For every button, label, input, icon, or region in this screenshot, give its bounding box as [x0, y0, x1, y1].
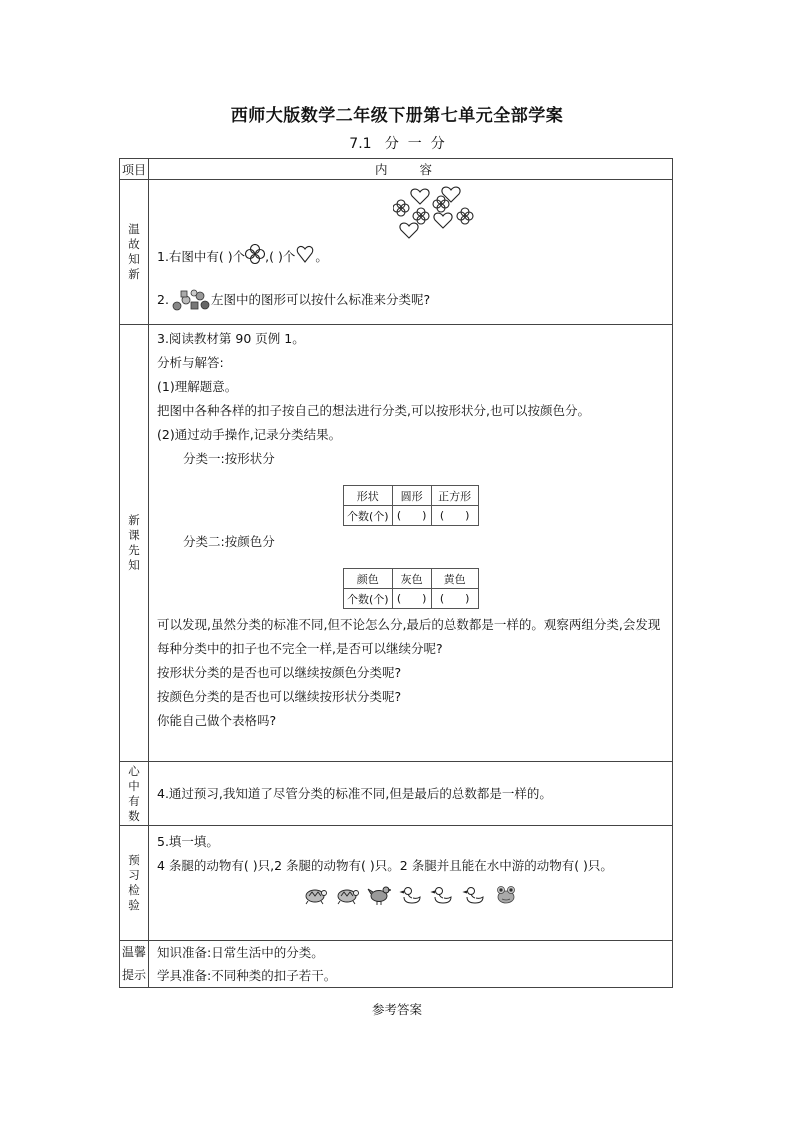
header-item: 项目 [120, 159, 149, 180]
turtle-icon [335, 884, 359, 906]
text-line: 分析与解答: [157, 355, 224, 370]
text-line: 4.通过预习,我知道了尽管分类的标准不同,但是最后的总数都是一样的。 [157, 785, 552, 801]
table-cell: ( ) [431, 589, 478, 609]
duck-icon [430, 884, 454, 906]
section-tips [120, 941, 673, 988]
text-line: 4 条腿的动物有( )只,2 条腿的动物有( )只。2 条腿并且能在水中游的动物有( )只。 [157, 858, 613, 873]
clover-icon [245, 244, 265, 264]
section-mind [120, 762, 673, 826]
text-line: 5.填一填。 [157, 834, 219, 849]
section-label-preview: 预习检验 [120, 826, 149, 941]
table-cell: 正方形 [431, 486, 478, 506]
text-line: 你能自己做个表格吗? [157, 713, 277, 728]
text-line: (2)通过动手操作,记录分类结果。 [157, 427, 342, 442]
buttons-pile-icon [169, 288, 211, 312]
table-header-row [120, 159, 673, 180]
heart-icon [295, 244, 315, 264]
table-cell: 颜色 [344, 569, 393, 589]
table-cell: 个数(个) [344, 506, 393, 526]
table-cell: 圆形 [392, 486, 431, 506]
color-count-table [343, 568, 479, 609]
text-line: 学具准备:不同种类的扣子若干。 [157, 968, 337, 983]
text-line: 按形状分类的是否也可以继续按颜色分类呢? [157, 665, 402, 680]
text-line: 按颜色分类的是否也可以继续按形状分类呢? [157, 689, 402, 704]
table-cell: 形状 [344, 486, 393, 506]
section-label-mind: 心中有数 [120, 762, 149, 826]
duck-icon [399, 884, 423, 906]
tips-content [149, 941, 673, 988]
shape-cluster-icon [393, 182, 483, 244]
text-line: 把图中各种各样的扣子按自己的想法进行分类,可以按形状分,也可以按颜色分。 [157, 403, 590, 418]
table-cell: 个数(个) [344, 589, 393, 609]
classification-1-title: 分类一:按形状分 [183, 451, 275, 466]
preview-content [149, 826, 673, 941]
mind-content [149, 762, 673, 826]
text-line: 3.阅读教材第 90 页例 1。 [157, 331, 305, 346]
table-cell: 黄色 [431, 569, 478, 589]
review-content [149, 180, 673, 325]
section-label-review: 温故知新 [120, 180, 149, 325]
new-lesson-content [149, 325, 673, 762]
turtle-icon [303, 884, 327, 906]
text-line: 知识准备:日常生活中的分类。 [157, 945, 324, 960]
text-line: 可以发现,虽然分类的标准不同,但不论怎么分,最后的总数都是一样的。观察两组分类,会发现每种分类中的扣子也不完全一样,是否可以继续分呢? [157, 617, 661, 656]
lesson-table [119, 158, 673, 988]
reference-answers-link[interactable]: 参考答案 [371, 1002, 422, 1017]
table-cell: ( ) [392, 589, 431, 609]
duck-icon [462, 884, 486, 906]
classification-2-title: 分类二:按颜色分 [183, 534, 275, 549]
document-title: 西师大版数学二年级下册第七单元全部学案 [230, 106, 564, 126]
table-cell: ( ) [392, 506, 431, 526]
review-question-1: 1.右图中有( )个 ,( )个 。 [157, 244, 328, 269]
lesson-subtitle: 7.1 分 一 分 [349, 136, 445, 152]
header-content: 内 容 [149, 159, 673, 180]
frog-icon [494, 884, 518, 906]
section-label-tips: 温馨 提示 [120, 941, 149, 988]
table-cell: 灰色 [392, 569, 431, 589]
hen-icon [367, 884, 391, 906]
section-label-new-lesson: 新课先知 [120, 325, 149, 762]
text-line: (1)理解题意。 [157, 379, 238, 394]
section-preview [120, 826, 673, 941]
table-cell: ( ) [431, 506, 478, 526]
section-review [120, 180, 673, 325]
animal-icons-row [157, 878, 664, 906]
review-question-2: 2. 左图中的图形可以按什么标准来分类呢? [157, 288, 430, 312]
section-new-lesson [120, 325, 673, 762]
shape-count-table [343, 485, 479, 526]
